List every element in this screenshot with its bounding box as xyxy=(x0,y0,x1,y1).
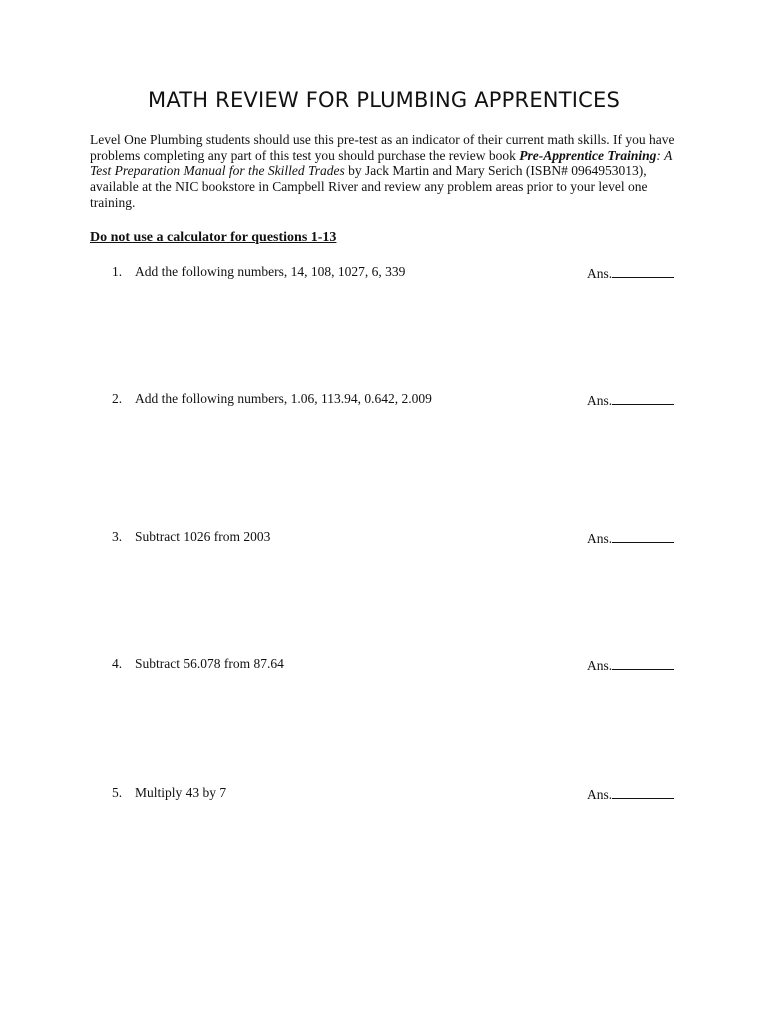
intro-text-part1: Level One Plumbing students should use this pre-test as an indicator of their current math skills. If you have problems completing any part of this test you should purchase the review book xyxy=(90,132,675,163)
question-number: 1. xyxy=(112,264,123,279)
question-text: Subtract 56.078 from 87.64 xyxy=(135,656,284,671)
question-3 xyxy=(0,529,768,547)
answer-field[interactable] xyxy=(587,785,674,803)
answer-label: Ans. xyxy=(587,531,613,546)
answer-field[interactable] xyxy=(587,391,674,409)
answer-blank-line[interactable] xyxy=(612,391,674,405)
book-title: Pre-Apprentice Training: A Test Preparation Manual for the Skilled Trades xyxy=(90,147,673,179)
intro-paragraph xyxy=(90,132,680,211)
question-number: 3. xyxy=(112,529,123,544)
question-text: Subtract 1026 from 2003 xyxy=(135,529,271,544)
question-number: 2. xyxy=(112,391,123,406)
question-text: Multiply 43 by 7 xyxy=(135,785,227,800)
answer-field[interactable] xyxy=(587,656,674,674)
answer-field[interactable] xyxy=(587,529,674,547)
intro-text-part2: by Jack Martin and Mary Serich (ISBN# 0964953013), available at the NIC bookstore in Campbell River and review any problem areas prior to your level one training. xyxy=(90,163,648,210)
document-title: MATH REVIEW FOR PLUMBING APPRENTICES xyxy=(148,88,620,112)
question-number: 4. xyxy=(112,656,123,671)
question-1 xyxy=(0,264,768,282)
answer-label: Ans. xyxy=(587,393,613,408)
answer-blank-line[interactable] xyxy=(612,264,674,278)
answer-field[interactable] xyxy=(587,264,674,282)
answer-blank-line[interactable] xyxy=(612,656,674,670)
question-5 xyxy=(0,785,768,803)
question-text: Add the following numbers, 1.06, 113.94, 0.642, 2.009 xyxy=(135,391,432,406)
book-subtitle: A Test Preparation Manual for the Skilled Trades xyxy=(90,147,673,179)
answer-label: Ans. xyxy=(587,658,613,673)
answer-blank-line[interactable] xyxy=(612,785,674,799)
calculator-instruction: Do not use a calculator for questions 1-13 xyxy=(90,230,337,245)
question-text: Add the following numbers, 14, 108, 1027, 6, 339 xyxy=(135,264,406,279)
answer-label: Ans. xyxy=(587,266,613,281)
answer-label: Ans. xyxy=(587,787,613,802)
question-4 xyxy=(0,656,768,674)
question-number: 5. xyxy=(112,785,123,800)
answer-blank-line[interactable] xyxy=(612,529,674,543)
question-2 xyxy=(0,391,768,409)
